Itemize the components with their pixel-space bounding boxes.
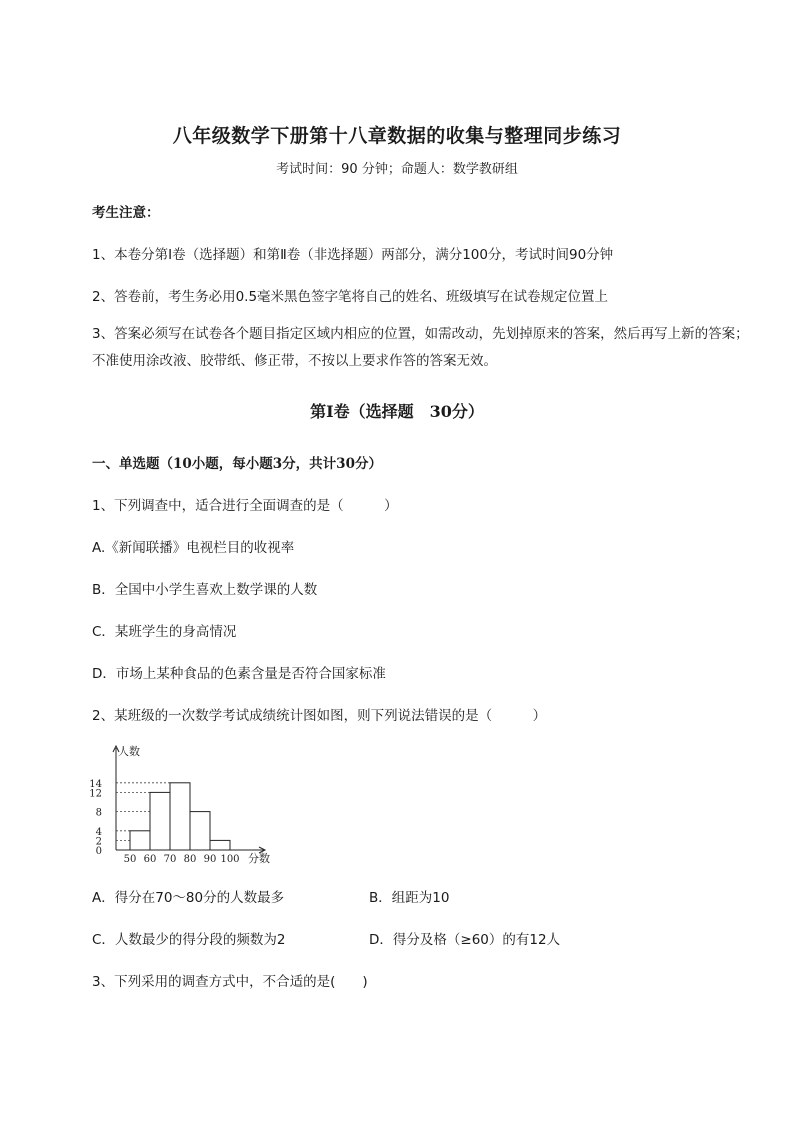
y-tick-label: 12	[89, 788, 102, 800]
histogram-bar	[210, 840, 230, 850]
x-tick-label: 60	[143, 854, 157, 865]
y-tick-label: 2	[95, 836, 102, 848]
histogram-bar	[130, 831, 150, 850]
x-tick-label: 100	[220, 854, 240, 865]
histogram-bar	[190, 812, 210, 850]
notice-heading: 考生注意：	[92, 205, 160, 221]
histogram-bar	[150, 792, 170, 850]
question-2-option-b: B．组距为10	[369, 890, 450, 906]
question-2-option-d: D．得分及格（≥60）的有12人	[369, 932, 561, 948]
question-1-stem: 1、下列调查中，适合进行全面调查的是（ ）	[92, 498, 398, 514]
question-2-stem: 2、某班级的一次数学考试成绩统计图如图，则下列说法错误的是（ ）	[92, 708, 547, 724]
x-tick-label: 50	[123, 854, 137, 865]
x-tick-label: 70	[163, 854, 177, 865]
exam-info: 考试时间：90 分钟；命题人：数学教研组	[276, 162, 518, 177]
question-1-option-a: A.《新闻联播》电视栏目的收视率	[92, 540, 295, 556]
page-title: 八年级数学下册第十八章数据的收集与整理同步练习	[172, 125, 622, 147]
question-1-option-b: B．全国中小学生喜欢上数学课的人数	[92, 582, 318, 598]
score-histogram	[86, 742, 286, 866]
y-tick-label: 8	[95, 807, 102, 819]
question-1-option-d: D．市场上某种食品的色素含量是否符合国家标准	[92, 666, 386, 682]
x-tick-label: 90	[203, 854, 217, 865]
notice-item-2: 2、答卷前，考生务必用0.5毫米黑色签字笔将自己的姓名、班级填写在试卷规定位置上	[92, 289, 609, 305]
y-tick-label: 0	[95, 846, 102, 857]
y-axis-label: 人数	[118, 745, 140, 758]
question-2-option-a: A．得分在70～80分的人数最多	[92, 890, 285, 906]
y-tick-label: 14	[89, 778, 102, 790]
x-axis-label: 分数	[248, 852, 270, 865]
x-tick-label: 80	[183, 854, 197, 865]
y-tick-label: 4	[95, 826, 102, 838]
notice-item-1: 1、本卷分第Ⅰ卷（选择题）和第Ⅱ卷（非选择题）两部分，满分100分，考试时间90分钟	[92, 247, 614, 263]
notice-item-3: 3、答案必须写在试卷各个题目指定区域内相应的位置，如需改动，先划掉原来的答案，然后再写上新的答案；不准使用涂改液、胶带纸、修正带，不按以上要求作答的答案无效。	[92, 326, 749, 369]
question-1-option-c: C．某班学生的身高情况	[92, 624, 237, 640]
histogram-bar	[170, 783, 190, 850]
section-title: 第Ⅰ卷（选择题 30分）	[310, 402, 484, 421]
question-3-stem: 3、下列采用的调查方式中，不合适的是( )	[92, 974, 368, 990]
question-2-option-c: C．人数最少的得分段的频数为2	[92, 932, 286, 948]
part-heading: 一、单选题（10小题，每小题3分，共计30分）	[92, 456, 382, 472]
